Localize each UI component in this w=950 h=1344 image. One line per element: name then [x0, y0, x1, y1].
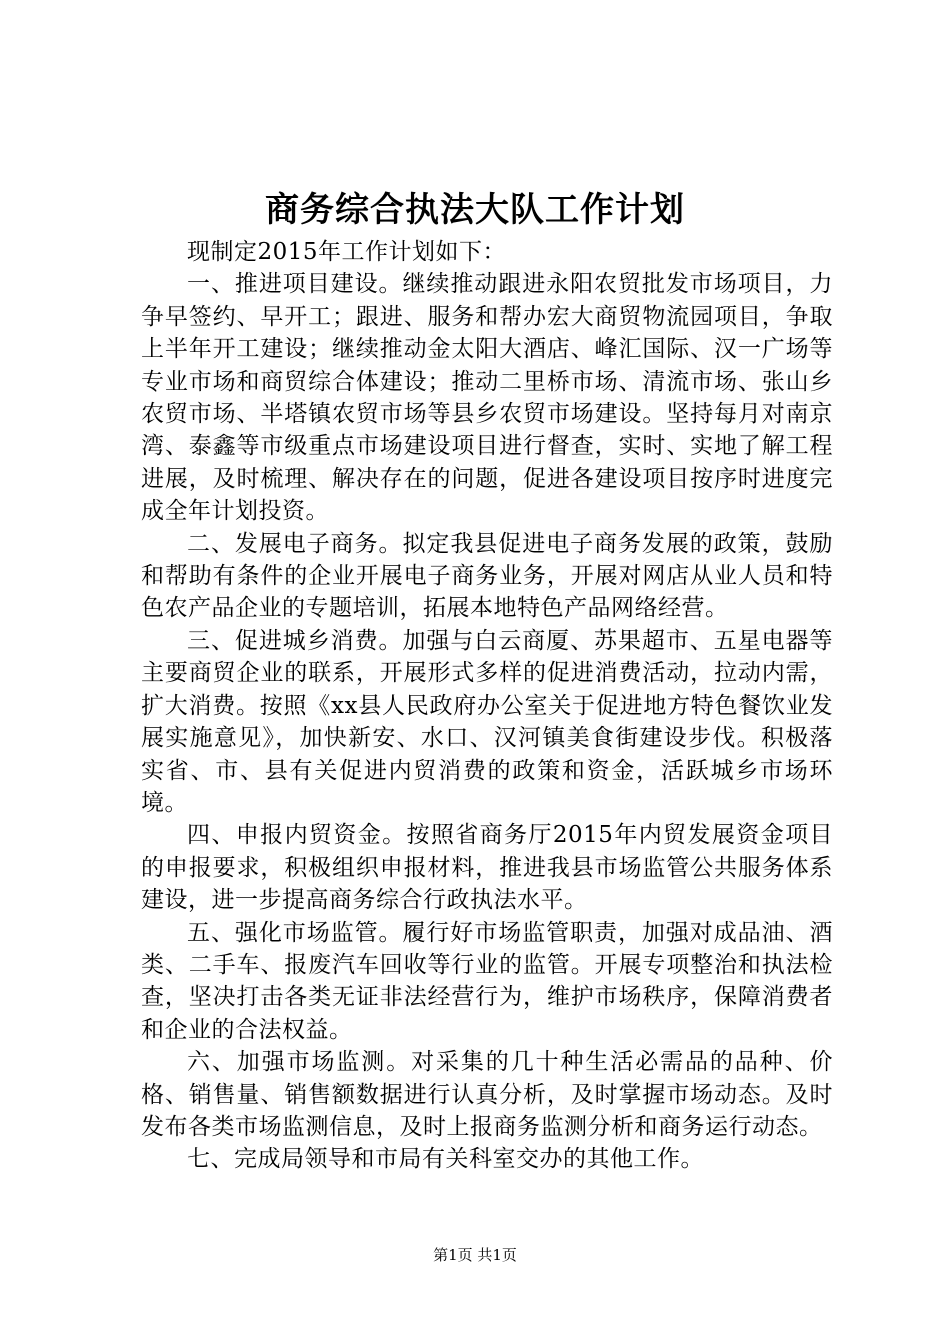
paragraph-intro: 现制定2015年工作计划如下： — [187, 239, 507, 265]
paragraph-3-consumption: 三、促进城乡消费。加强与白云商厦、苏果超市、五星电器等主要商贸企业的联系，开展形式多样的促进消费活动，拉动内需，扩大消费。按照《xx县人民政府办公室关于促进地方特色餐饮业发展实施意见》，加快新安、水口、汉河镇美食街建设步伐。积极落实省、市、县有关促进内贸消费的政策和资金，活跃城乡市场环境。 — [141, 627, 833, 816]
paragraph-6-market-monitoring: 六、加强市场监测。对采集的几十种生活必需品的品种、价格、销售量、销售额数据进行认真分析，及时掌握市场动态。及时发布各类市场监测信息，及时上报商务监测分析和商务运行动态。 — [141, 1049, 833, 1140]
document-title: 商务综合执法大队工作计划 — [265, 190, 685, 230]
paragraph-7-other-work: 七、完成局领导和市局有关科室交办的其他工作。 — [187, 1146, 704, 1173]
paragraph-1-project-construction: 一、推进项目建设。继续推动跟进永阳农贸批发市场项目，力争早签约、早开工；跟进、服务和帮办宏大商贸物流园项目，争取上半年开工建设；继续推动金太阳大酒店、峰汇国际、汉一广场等专业市场和商贸综合体建设；推动二里桥市场、清流市场、张山乡农贸市场、半塔镇农贸市场等县乡农贸市场建设。坚持每月对南京湾、泰鑫等市级重点市场建设项目进行督查，实时、实地了解工程进展，及时梳理、解决存在的问题，促进各建设项目按序时进度完成全年计划投资。 — [141, 271, 833, 525]
paragraph-5-market-supervision: 五、强化市场监管。履行好市场监管职责，加强对成品油、酒类、二手车、报废汽车回收等行业的监管。开展专项整治和执法检查，坚决打击各类无证非法经营行为，维护市场秩序，保障消费者和企业的合法权益。 — [141, 919, 833, 1043]
page-footer: 第1页 共1页 — [433, 1246, 517, 1264]
paragraph-2-e-commerce: 二、发展电子商务。拟定我县促进电子商务发展的政策，鼓励和帮助有条件的企业开展电子商务业务，开展对网店从业人员和特色农产品企业的专题培训，拓展本地特色产品网络经营。 — [141, 530, 833, 622]
document-body — [141, 236, 833, 1176]
paragraph-4-trade-funds: 四、申报内贸资金。按照省商务厅2015年内贸发展资金项目的申报要求，积极组织申报材料，推进我县市场监管公共服务体系建设，进一步提高商务综合行政执法水平。 — [141, 822, 833, 914]
